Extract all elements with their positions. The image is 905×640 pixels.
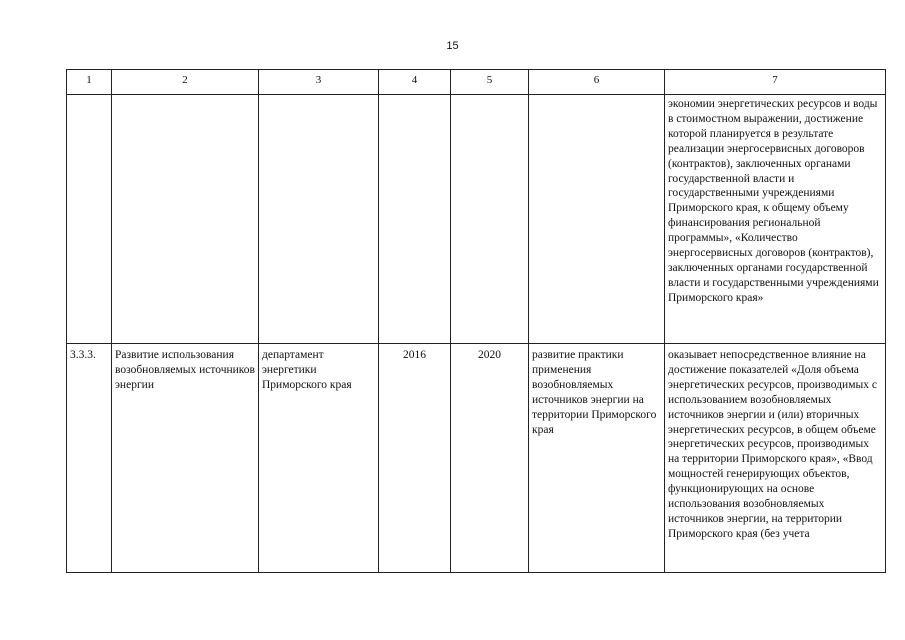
- header-cell: 6: [529, 70, 665, 95]
- measure-name-cell: Развитие использования возобновляемых источников энергии: [112, 344, 259, 573]
- result-cell: развитие практики применения возобновляемых источников энергии на территории Приморского края: [529, 344, 665, 573]
- page-number: 15: [446, 40, 459, 52]
- header-cell: 1: [67, 70, 112, 95]
- row-number-cell: 3.3.3.: [67, 344, 112, 573]
- empty-cell: [379, 95, 451, 344]
- header-cell: 3: [259, 70, 379, 95]
- influence-cell: [665, 95, 886, 344]
- header-cell: 4: [379, 70, 451, 95]
- header-cell: 5: [451, 70, 529, 95]
- end-year-cell: 2020: [451, 344, 529, 573]
- executor-cell: департамент энергетики Приморского края: [259, 344, 379, 573]
- empty-cell: [451, 95, 529, 344]
- start-year-cell: 2016: [379, 344, 451, 573]
- table-row-3-3-3: [67, 344, 886, 573]
- influence-text: экономии энергетических ресурсов и воды в стоимостном выражении, достижение которой планируется в результате реализации энергосервисных договоров (контрактов), заключенных органами государственной власти и государственными учреждениями Приморского края, к общему объему финансирования региональной программы», «Количество энергосервисных договоров (контрактов), заключенных органами государственной власти и государственными учреждениями Приморского края»: [668, 98, 879, 304]
- empty-cell: [529, 95, 665, 344]
- measures-table: [66, 69, 886, 573]
- empty-cell: [112, 95, 259, 344]
- table-header-row: [67, 70, 886, 95]
- header-cell: 2: [112, 70, 259, 95]
- empty-cell: [67, 95, 112, 344]
- influence-cell: оказывает непосредственное влияние на достижение показателей «Доля объема энергетических ресурсов, производимых с использованием возобновляемых источников энергии и (или) вторичных энергетических ресурсов, в общем объеме энергетических ресурсов, производимых на территории Приморского края», «Ввод мощностей генерирующих объектов, функционирующих на основе использования возобновляемых источников энергии, на территории Приморского края (без учета: [665, 344, 886, 573]
- table-row-continuation: [67, 95, 886, 344]
- header-cell: 7: [665, 70, 886, 95]
- empty-cell: [259, 95, 379, 344]
